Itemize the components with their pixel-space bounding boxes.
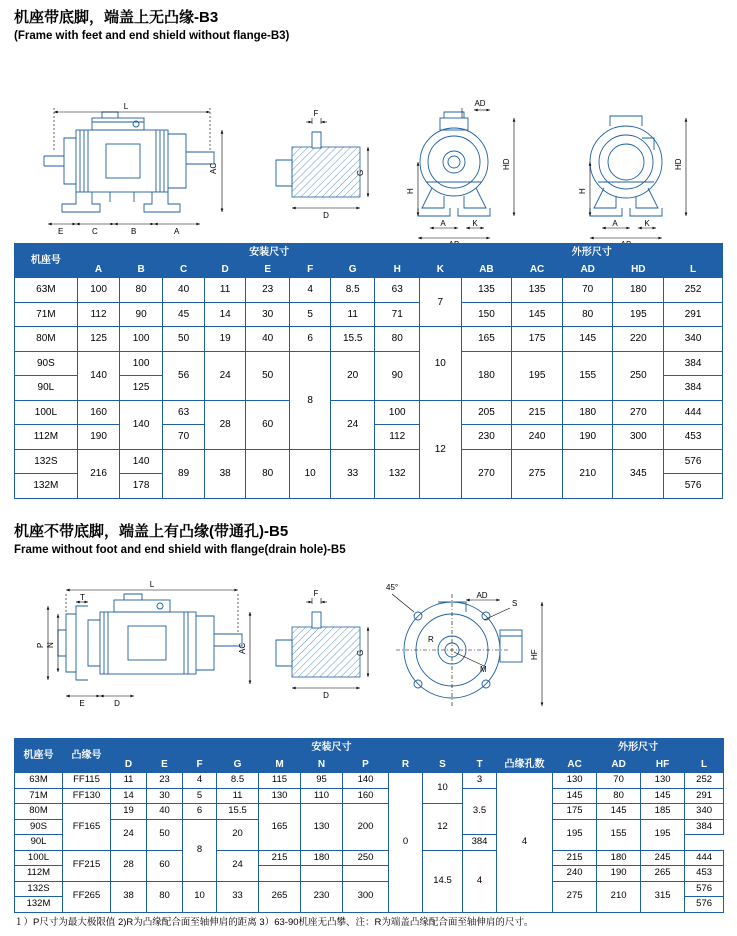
section-b3-title-en: (Frame with feet and end shield without flange-B3) [14,30,290,42]
cell-c: 50 [162,327,205,352]
cell-g: 8.5 [330,278,375,303]
dim-label-45deg: 45° [386,583,399,592]
cell-e: 23 [147,773,183,789]
cell-d: 14 [111,788,147,804]
section-b5-heading [0,522,346,558]
cell-hd: 270 [613,400,664,425]
cell-d: 28 [111,850,147,881]
table-row [15,881,724,897]
table-row [15,400,723,425]
cell-n: 180 [301,850,343,866]
cell-d: 28 [205,400,246,449]
cell-hd: 300 [613,425,664,450]
cell-frame: 71M [15,302,78,327]
dim-label-b: B [131,227,137,236]
cell-ab: 150 [461,302,512,327]
cell-ad: 70 [597,773,641,789]
cell-ac: 175 [553,804,597,820]
cell-frame: 100L [15,400,78,425]
cell-d: 11 [111,773,147,789]
dim-label-d: D [323,211,329,220]
cell-l: 576 [685,897,724,913]
cell-frame: 112M [15,866,63,882]
cell-ac: 145 [553,788,597,804]
th-b5-s: S [423,756,463,773]
cell-h: 112 [375,425,420,450]
cell-frame: 90S [15,819,63,835]
cell-c: 70 [162,425,205,450]
cell-ad: 80 [562,302,613,327]
cell-p: 300 [343,881,389,912]
cell-ad: 145 [597,804,641,820]
table-row [15,351,723,376]
cell-b: 140 [120,400,163,449]
cell-b: 100 [120,351,163,376]
cell-frame: 63M [15,773,63,789]
th-b5-r: R [389,756,423,773]
cell-e: 80 [147,881,183,912]
th-b5-l: L [685,756,724,773]
th-col-e: E [245,261,290,278]
cell-g: 15.5 [217,804,259,820]
cell-ac: 145 [512,302,563,327]
cell-e: 60 [245,400,290,449]
cell-flange: FF130 [63,788,111,804]
dim-label-hf: HF [530,649,539,660]
table-row [15,302,723,327]
dim-label-ac-b5: AC [238,642,247,654]
th-b5-p: P [343,756,389,773]
th-col-c: C [162,261,205,278]
cell-frame: 80M [15,327,78,352]
cell-l: 453 [685,866,724,882]
cell-ac: 240 [553,866,597,882]
cell-ac: 275 [512,449,563,498]
cell-l: 384 [664,351,723,376]
cell-ab: 270 [461,449,512,498]
cell-e: 60 [147,850,183,881]
cell-a: 125 [77,327,120,352]
table-row [15,327,723,352]
cell-hd: 220 [613,327,664,352]
th-col-d: D [205,261,246,278]
dim-label-ad: AD [474,99,486,108]
cell-ad: 210 [597,881,641,912]
th-flange-b5: 凸缘号 [63,739,111,773]
dim-label-d2-b5: D [323,691,329,700]
cell-s: 12 [423,804,463,851]
th-mounting: 安装尺寸 [77,244,461,261]
th-b5-g: G [217,756,259,773]
cell-g: 11 [217,788,259,804]
th-b5-e: E [147,756,183,773]
cell-g: 24 [217,850,259,881]
cell-c: 45 [162,302,205,327]
cell-m: 265 [259,881,301,912]
cell-h: 132 [375,449,420,498]
cell-k: 12 [420,400,462,498]
dim-label-k: K [472,219,478,228]
cell-ac: 130 [553,773,597,789]
cell-l: 291 [685,788,724,804]
cell-l: 444 [664,400,723,425]
section-b3-heading [0,8,289,44]
cell-ad: 190 [597,866,641,882]
cell-f: 5 [183,788,217,804]
section-b5-title-en: Frame without foot and end shield with flange(drain hole)-B5 [14,544,346,556]
cell-frame: 90S [15,351,78,376]
cell-l: 252 [685,773,724,789]
section-b5-title-cn: 机座不带底脚，端盖上有凸缘(带通孔)-B5 [14,523,289,540]
table-row [15,804,724,820]
th-outline-b5: 外形尺寸 [553,739,724,756]
cell-f: 4 [183,773,217,789]
cell-ab: 230 [461,425,512,450]
cell-l: 576 [664,474,723,499]
cell-f: 10 [290,449,331,498]
dim-label-l-b5: L [149,580,155,589]
dim-label-d-b5: D [114,699,120,708]
cell-l: 384 [463,835,497,851]
table-row [15,278,723,303]
dim-label-s: S [512,599,518,608]
cell-d: 19 [111,804,147,820]
cell-d: 24 [205,351,246,400]
cell-frame: 132S [15,449,78,474]
cell-s: 14.5 [423,850,463,912]
cell-t: 4 [463,850,497,912]
cell-e: 80 [245,449,290,498]
dim-label-c: C [92,227,98,236]
cell-g: 20 [330,351,375,400]
cell-e: 50 [147,819,183,850]
cell-a: 112 [77,302,120,327]
th-b5-hf: HF [641,756,685,773]
cell-d: 11 [205,278,246,303]
cell-hd: 180 [613,278,664,303]
cell-l: 444 [685,850,724,866]
cell-ad: 180 [597,850,641,866]
cell-ac: 215 [512,400,563,425]
cell-hf: 265 [641,866,685,882]
cell-n: 230 [301,881,343,912]
cell-ad: 180 [562,400,613,425]
cell-d: 38 [205,449,246,498]
cell-hf: 145 [641,788,685,804]
cell-l: 576 [664,449,723,474]
cell-c: 56 [162,351,205,400]
cell-hf: 195 [641,819,685,850]
cell-p: 250 [343,850,389,866]
cell-g: 33 [217,881,259,912]
cell-l: 291 [664,302,723,327]
cell-ac: 275 [553,881,597,912]
cell-frame: 63M [15,278,78,303]
cell-l: 340 [664,327,723,352]
cell-b: 140 [120,449,163,474]
dim-label-a2: A [440,219,446,228]
cell-p: 140 [343,773,389,789]
th-frame-b5: 机座号 [15,739,63,773]
cell-d: 19 [205,327,246,352]
cell-f: 10 [183,881,217,912]
cell-frame: 112M [15,425,78,450]
th-col-ad: AD [562,261,613,278]
cell-p [343,866,389,882]
cell-b: 178 [120,474,163,499]
th-col-a: A [77,261,120,278]
cell-h: 80 [375,327,420,352]
th-mounting-b5: 安装尺寸 [111,739,553,756]
dim-label-n: N [46,642,55,648]
th-col-ab: AB [461,261,512,278]
cell-k: 10 [420,327,462,401]
cell-hd: 195 [613,302,664,327]
cell-p: 160 [343,788,389,804]
dim-label-a3: A [612,219,618,228]
cell-ad: 190 [562,425,613,450]
cell-n [301,866,343,882]
cell-m: 215 [259,850,301,866]
th-outline: 外形尺寸 [461,244,722,261]
drawings-b5 [14,572,723,732]
cell-b: 80 [120,278,163,303]
dim-label-h: H [406,188,415,194]
th-b5-d: D [111,756,147,773]
cell-flange: FF265 [63,881,111,912]
cell-hf: 130 [641,773,685,789]
cell-h: 63 [375,278,420,303]
cell-g: 11 [330,302,375,327]
cell-ad: 145 [562,327,613,352]
cell-m: 165 [259,804,301,851]
cell-l: 576 [685,881,724,897]
cell-c: 63 [162,400,205,425]
th-col-k: K [420,261,462,278]
th-col-ac: AC [512,261,563,278]
table-b5-wrap [0,738,724,913]
cell-ad: 70 [562,278,613,303]
cell-e: 40 [147,804,183,820]
cell-ad: 80 [597,788,641,804]
cell-n: 110 [301,788,343,804]
cell-hf: 245 [641,850,685,866]
cell-ac: 240 [512,425,563,450]
cell-ab: 205 [461,400,512,425]
cell-frame: 132S [15,881,63,897]
dim-label-p: P [36,642,45,648]
cell-a: 190 [77,425,120,450]
cell-flange: FF115 [63,773,111,789]
dim-label-e-b5: E [79,699,85,708]
cell-ab: 135 [461,278,512,303]
cell-hf: 315 [641,881,685,912]
cell-h: 71 [375,302,420,327]
th-b5-f: F [183,756,217,773]
drawings-b3 [14,52,723,236]
dim-label-e: E [58,227,64,236]
cell-frame: 132M [15,897,63,913]
dim-label-g: G [356,169,365,176]
table-b3-wrap [0,243,723,499]
cell-t: 3 [463,773,497,789]
th-col-h: H [375,261,420,278]
cell-e: 23 [245,278,290,303]
cell-k: 7 [420,278,462,327]
th-col-f: F [290,261,331,278]
cell-d: 38 [111,881,147,912]
dim-label-f-b5: F [313,589,319,598]
cell-ad: 155 [562,351,613,400]
cell-f: 8 [183,819,217,881]
th-b5-ad: AD [597,756,641,773]
cell-ab: 165 [461,327,512,352]
cell-frame: 90L [15,835,63,851]
cell-a: 100 [77,278,120,303]
cell-frame: 90L [15,376,78,401]
table-b3 [14,243,723,499]
cell-ac: 215 [553,850,597,866]
cell-frame: 132M [15,474,78,499]
cell-b: 125 [120,376,163,401]
cell-p: 200 [343,804,389,851]
cell-g: 24 [330,400,375,449]
cell-hf: 185 [641,804,685,820]
dim-label-k2: K [644,219,650,228]
cell-m: 130 [259,788,301,804]
cell-frame: 80M [15,804,63,820]
th-col-b: B [120,261,163,278]
cell-hd: 250 [613,351,664,400]
cell-e: 50 [245,351,290,400]
cell-frame: 71M [15,788,63,804]
cell-t: 3.5 [463,788,497,835]
cell-r: 0 [389,773,423,913]
cell-flange: FF215 [63,850,111,881]
dim-label-hd2: HD [674,158,683,170]
th-col-l: L [664,261,723,278]
cell-ad: 210 [562,449,613,498]
cell-ac: 175 [512,327,563,352]
dim-label-m: M [480,665,487,674]
cell-a: 160 [77,400,120,425]
cell-d: 14 [205,302,246,327]
dim-label-l: L [123,102,129,111]
table-b5 [14,738,724,913]
cell-ac: 135 [512,278,563,303]
cell-b: 100 [120,327,163,352]
dim-label-h2: H [578,188,587,194]
cell-f: 6 [183,804,217,820]
cell-g: 20 [217,819,259,850]
th-b5-holes: 凸缘孔数 [497,756,553,773]
cell-n: 130 [301,804,343,851]
th-col-g: G [330,261,375,278]
dim-label-hd: HD [502,158,511,170]
cell-a: 140 [77,351,120,400]
cell-m [259,866,301,882]
th-b5-ac: AC [553,756,597,773]
cell-ac: 195 [512,351,563,400]
cell-l: 340 [685,804,724,820]
section-b3-title-cn: 机座带底脚，端盖上无凸缘-B3 [14,9,219,26]
cell-g: 8.5 [217,773,259,789]
cell-b: 90 [120,302,163,327]
cell-m: 115 [259,773,301,789]
cell-h: 90 [375,351,420,400]
table-row [15,773,724,789]
cell-f: 5 [290,302,331,327]
dim-label-a: A [174,227,180,236]
cell-e: 30 [245,302,290,327]
dim-label-f: F [313,109,319,118]
cell-l: 453 [664,425,723,450]
dim-label-g-b5: G [356,649,365,656]
table-row [15,449,723,474]
cell-c: 89 [162,449,205,498]
th-frame: 机座号 [15,244,78,278]
dim-label-r: R [428,635,434,644]
dim-label-t: T [80,593,85,602]
cell-c: 40 [162,278,205,303]
footnote: １）P尺寸为最大极限值 2)R为凸缘配合面至轴伸肩的距离 3）63-90机座无凸攀、注：R为端盖凸缘配合面至轴伸肩的尺寸。 [14,917,534,928]
dim-label-ad-b5: AD [476,591,488,600]
cell-holes: 4 [497,773,553,913]
cell-s: 10 [423,773,463,804]
cell-l: 252 [664,278,723,303]
cell-e: 40 [245,327,290,352]
cell-d: 24 [111,819,147,850]
cell-frame: 100L [15,850,63,866]
cell-n: 95 [301,773,343,789]
th-b5-n: N [301,756,343,773]
th-col-hd: HD [613,261,664,278]
cell-f: 8 [290,351,331,449]
cell-g: 33 [330,449,375,498]
cell-hd: 345 [613,449,664,498]
cell-e: 30 [147,788,183,804]
th-b5-m: M [259,756,301,773]
cell-ad: 155 [597,819,641,850]
cell-ac: 195 [553,819,597,850]
th-b5-t: T [463,756,497,773]
cell-g: 15.5 [330,327,375,352]
dim-label-ac: AC [209,162,218,174]
cell-h: 100 [375,400,420,425]
table-row [15,850,724,866]
cell-f: 6 [290,327,331,352]
cell-l: 384 [664,376,723,401]
table-row [15,788,724,804]
cell-f: 4 [290,278,331,303]
cell-l: 384 [685,819,724,835]
cell-a: 216 [77,449,120,498]
cell-flange: FF165 [63,804,111,851]
cell-ab: 180 [461,351,512,400]
